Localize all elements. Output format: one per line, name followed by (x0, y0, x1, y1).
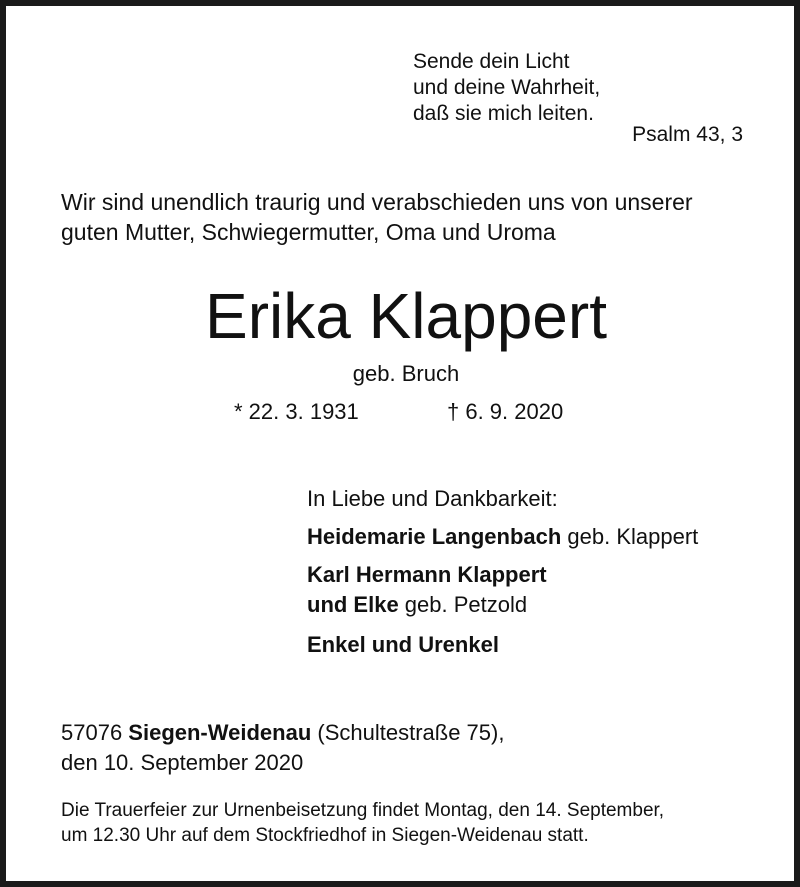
street: (Schultestraße 75), (311, 720, 505, 745)
mourner-name: und Elke (307, 592, 399, 617)
mourners-list (307, 484, 698, 660)
mourner-entry (307, 630, 698, 660)
intro-line: guten Mutter, Schwiegermutter, Oma und Uroma (61, 219, 556, 245)
mourner-entry (307, 590, 698, 620)
ceremony-line: um 12.30 Uhr auf dem Stockfriedhof in Siegen-Weidenau statt. (61, 825, 589, 846)
mourner-note: geb. Klappert (561, 524, 699, 549)
ceremony-line: Die Trauerfeier zur Urnenbeisetzung findet Montag, den 14. September, (61, 800, 665, 821)
intro-text (61, 187, 693, 247)
psalm-quote (413, 49, 600, 127)
address-line (61, 718, 504, 748)
mourner-note: geb. Petzold (398, 592, 528, 617)
intro-line: Wir sind unendlich traurig und verabschieden uns von unserer (61, 189, 693, 215)
maiden-name: geb. Bruch (352, 361, 460, 386)
zip-code: 57076 (61, 720, 129, 745)
mourner-name: Enkel und Urenkel (307, 632, 499, 657)
mourner-name: Karl Hermann Klappert (307, 562, 547, 587)
mourner-entry (307, 522, 698, 552)
mourner-entry (307, 560, 698, 590)
psalm-line: daß sie mich leiten. (413, 102, 594, 125)
birth-date: * 22. 3. 1931 (234, 399, 359, 424)
death-date: † 6. 9. 2020 (447, 399, 564, 424)
mourners-heading: In Liebe und Dankbarkeit: (307, 486, 558, 511)
address-block (61, 718, 504, 778)
psalm-reference: Psalm 43, 3 (632, 123, 743, 146)
ceremony-info (61, 798, 664, 848)
mourner-name: Heidemarie Langenbach (307, 524, 562, 549)
deceased-name: Erika Klappert (205, 280, 607, 352)
notice-date: den 10. September 2020 (61, 750, 304, 775)
psalm-line: und deine Wahrheit, (413, 76, 601, 99)
psalm-line: Sende dein Licht (413, 50, 570, 73)
city: Siegen-Weidenau (128, 720, 312, 745)
